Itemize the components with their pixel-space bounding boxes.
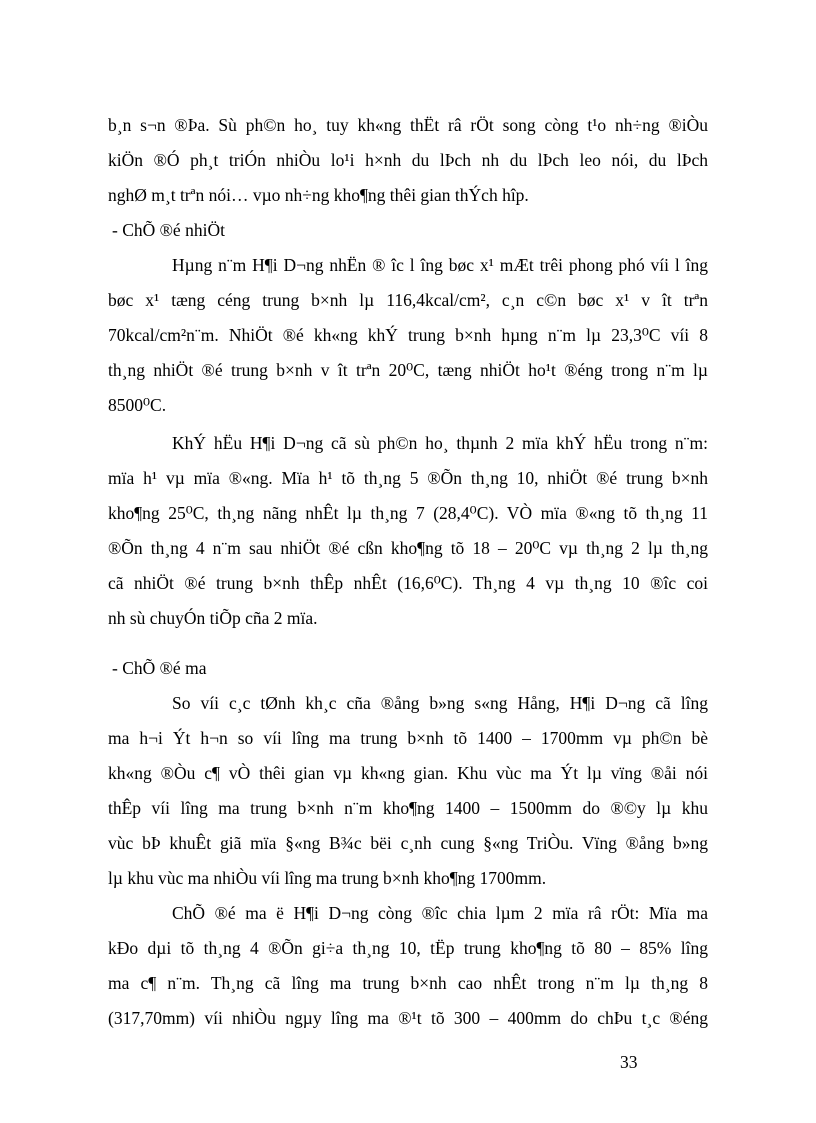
text-line: th¸ng nhiÖt ®é trung b×nh v ît trªn 20⁰C, tæng nhiÖt ho¹t ®éng trong n¨m lµ [108,360,708,380]
text-line: nghØ m¸t trªn nói… vµo nh÷ng kho¶ng thêi gian thÝch hîp. [108,185,529,205]
text-line: ChÕ ®é ma ë H¶i D¬ng còng ®îc chia lµm 2 mïa râ rÖt: Mïa ma [172,903,708,923]
text-line: kh«ng ®Òu c¶ vÒ thêi gian vµ kh«ng gian. Khu vùc ma Ýt lµ vïng ®åi nói [108,763,708,783]
text-line: ®Õn th¸ng 4 n¨m sau nhiÖt ®é cßn kho¶ng tõ 18 – 20⁰C vµ th¸ng 2 lµ th¸ng [108,538,708,558]
text-line: nh sù chuyÓn tiÕp cña 2 mïa. [108,608,318,628]
text-line: cã nhiÖt ®é trung b×nh thÊp nhÊt (16,6⁰C). Th¸ng 4 vµ th¸ng 10 ®îc coi [108,573,708,593]
section-heading-temperature: - ChÕ ®é nhiÖt [112,220,225,240]
section-topography-temperature [108,108,708,423]
section-climate [108,426,708,636]
text-line: 8500⁰C. [108,395,167,415]
section-rainfall [108,651,708,1036]
text-line: thÊp víi lîng ma trung b×nh n¨m kho¶ng 1400 – 1500mm do ®©y lµ khu [108,798,708,818]
text-line: kiÖn ®Ó ph¸t triÓn nhiÒu lo¹i h×nh du lÞch nh du lÞch leo nói, du lÞch [108,150,708,170]
text-line: lµ khu vùc ma nhiÒu víi lîng ma trung b×nh kho¶ng 1700mm. [108,868,547,888]
text-line: b¸n s¬n ®Þa. Sù ph©n ho¸ tuy kh«ng thËt râ rÖt song còng t¹o nh÷ng ®iÒu [108,115,708,135]
text-line: ma c¶ n¨m. Th¸ng cã lîng ma trung b×nh cao nhÊt trong n¨m lµ th¸ng 8 [108,973,708,993]
text-line: kho¶ng 25⁰C, th¸ng nãng nhÊt lµ th¸ng 7 (28,4⁰C). VÒ mïa ®«ng tõ th¸ng 11 [108,503,708,523]
text-line: bøc x¹ tæng céng trung b×nh lµ 116,4kcal/cm², c¸n c©n bøc x¹ v ît trªn [108,290,708,310]
text-line: So víi c¸c tØnh kh¸c cña ®ång b»ng s«ng Hång, H¶i D¬ng cã lîng [172,693,708,713]
section-heading-rainfall: - ChÕ ®é ma [112,658,207,678]
text-line: mïa h¹ vµ mïa ®«ng. Mïa h¹ tõ th¸ng 5 ®Õn th¸ng 10, nhiÖt ®é trung b×nh [108,468,708,488]
text-line: kÐo dµi tõ th¸ng 4 ®Õn gi÷a th¸ng 10, tËp trung kho¶ng tõ 80 – 85% lîng [108,938,708,958]
text-line: KhÝ hËu H¶i D¬ng cã sù ph©n ho¸ thµnh 2 mïa khÝ hËu trong n¨m: [172,433,708,453]
page-number: 33 [620,1052,638,1072]
text-line: Hµng n¨m H¶i D¬ng nhËn ® îc l îng bøc x¹ mÆt trêi phong phó víi l îng [172,255,708,275]
text-line: ma h¬i Ýt h¬n so víi lîng ma trung b×nh tõ 1400 – 1700mm vµ ph©n bè [108,728,708,748]
text-line: 70kcal/cm²n¨m. NhiÖt ®é kh«ng khÝ trung b×nh hµng n¨m lµ 23,3⁰C víi 8 [108,325,708,345]
text-line: (317,70mm) víi nhiÒu ngµy lîng ma ®¹t tõ 300 – 400mm do chÞu t¸c ®éng [108,1008,708,1028]
text-line: vùc bÞ khuÊt giã mïa §«ng B¾c bëi c¸nh cung §«ng TriÒu. Vïng ®ång b»ng [108,833,708,853]
